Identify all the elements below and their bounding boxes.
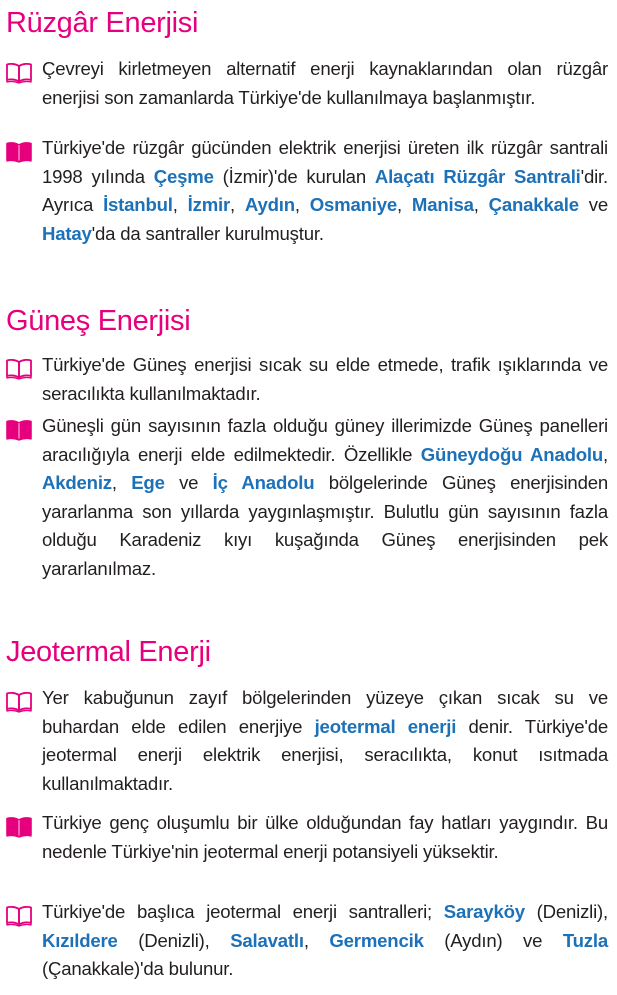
item-text bbox=[42, 55, 608, 112]
keyword: Alaçatı Rüzgâr Santrali bbox=[374, 165, 581, 187]
closed-book-icon bbox=[5, 816, 33, 838]
text-run: (Denizli), bbox=[524, 901, 608, 922]
keyword: Aydın bbox=[244, 194, 295, 215]
section-heading: Jeotermal Enerji bbox=[6, 636, 211, 668]
text-run: (İzmir)'de kurulan bbox=[213, 165, 375, 187]
open-book-icon bbox=[5, 691, 33, 713]
keyword: Manisa bbox=[411, 194, 474, 215]
text-run: , bbox=[397, 194, 412, 215]
text-run: Türkiye'de rüzgâr gücünden elektrik enerjisi üreten ilk rüzgâr santrali 1998 yılında bbox=[42, 137, 608, 187]
keyword: Sarayköy bbox=[443, 901, 525, 922]
text-run: , bbox=[473, 194, 489, 215]
keyword: Çanakkale bbox=[488, 194, 579, 215]
keyword: İzmir bbox=[187, 194, 231, 215]
keyword: Salavatlı bbox=[230, 929, 304, 951]
text-run: Yer kabuğunun zayıf bölgelerinden yüzeye çıkan sıcak su ve buhardan elde edilen enerjiye bbox=[42, 687, 608, 737]
text-run: bölgelerinde Güneş enerjisinden yararlanma son yıllarda yaygınlaşmıştır. Bulutlu gün sayısının fazla olduğu Karadeniz kıyı kuşağında Güneş enerjisinden pek yararlanılmaz. bbox=[42, 472, 608, 579]
text-run: denir. Türkiye'de jeotermal enerji elektrik enerjisi, seracılıkta, konut ısıtmada kullanılmaktadır. bbox=[42, 715, 608, 794]
text-run: Türkiye'de başlıca jeotermal enerji santralleri; bbox=[42, 901, 444, 922]
open-book-icon bbox=[5, 62, 33, 84]
section-heading: Güneş Enerjisi bbox=[6, 305, 191, 337]
text-run: (Aydın) ve bbox=[423, 929, 563, 951]
keyword: İç Anadolu bbox=[212, 472, 315, 493]
text-run: (Çanakkale)'da bulunur. bbox=[42, 958, 234, 979]
item-text bbox=[42, 684, 608, 798]
keyword: Çeşme bbox=[153, 165, 214, 187]
text-run: 'dir. Ayrıca bbox=[42, 165, 608, 215]
keyword: Hatay bbox=[42, 222, 92, 244]
text-run: , bbox=[172, 194, 188, 215]
keyword: Osmaniye bbox=[309, 194, 398, 215]
open-book-icon bbox=[5, 905, 33, 927]
open-book-icon bbox=[5, 358, 33, 380]
item-text bbox=[42, 412, 608, 583]
text-run: Çevreyi kirletmeyen alternatif enerji kaynaklarından olan rüzgâr enerjisi son zamanlarda Türkiye'de kullanılmaya başlanmıştır. bbox=[42, 58, 608, 108]
keyword: Germencik bbox=[329, 929, 424, 951]
item-text bbox=[42, 809, 608, 866]
item-text bbox=[42, 134, 608, 248]
text-run: , bbox=[603, 443, 608, 465]
item-text bbox=[42, 898, 608, 984]
keyword: jeotermal enerji bbox=[314, 715, 457, 737]
text-run: (Denizli), bbox=[117, 929, 231, 951]
text-run: ve bbox=[164, 472, 213, 493]
keyword: Kızıldere bbox=[42, 929, 118, 951]
text-run: , bbox=[230, 194, 245, 215]
keyword: Tuzla bbox=[562, 929, 608, 951]
closed-book-icon bbox=[5, 419, 33, 441]
section-heading: Rüzgâr Enerjisi bbox=[6, 7, 199, 39]
text-run: Türkiye'de Güneş enerjisi sıcak su elde etmede, trafik ışıklarında ve seracılıkta kullanılmaktadır. bbox=[42, 354, 608, 404]
keyword: Akdeniz bbox=[42, 472, 112, 493]
keyword: İstanbul bbox=[103, 194, 173, 215]
text-run: Türkiye genç oluşumlu bir ülke olduğundan fay hatları yaygındır. Bu nedenle Türkiye'nin jeotermal enerji potansiyeli yüksektir. bbox=[42, 812, 608, 862]
closed-book-icon bbox=[5, 141, 33, 163]
keyword: Güneydoğu Anadolu bbox=[420, 443, 604, 465]
text-run: 'da da santraller kurulmuştur. bbox=[91, 222, 324, 244]
text-run: , bbox=[303, 929, 330, 951]
item-text bbox=[42, 351, 608, 408]
text-run: , bbox=[111, 472, 132, 493]
text-run: Güneşli gün sayısının fazla olduğu güney illerimizde Güneş panelleri aracılığıyla enerji elde edilmektedir. Özellikle bbox=[42, 415, 608, 465]
text-run: , bbox=[294, 194, 310, 215]
text-run: ve bbox=[578, 194, 608, 215]
keyword: Ege bbox=[131, 472, 165, 493]
